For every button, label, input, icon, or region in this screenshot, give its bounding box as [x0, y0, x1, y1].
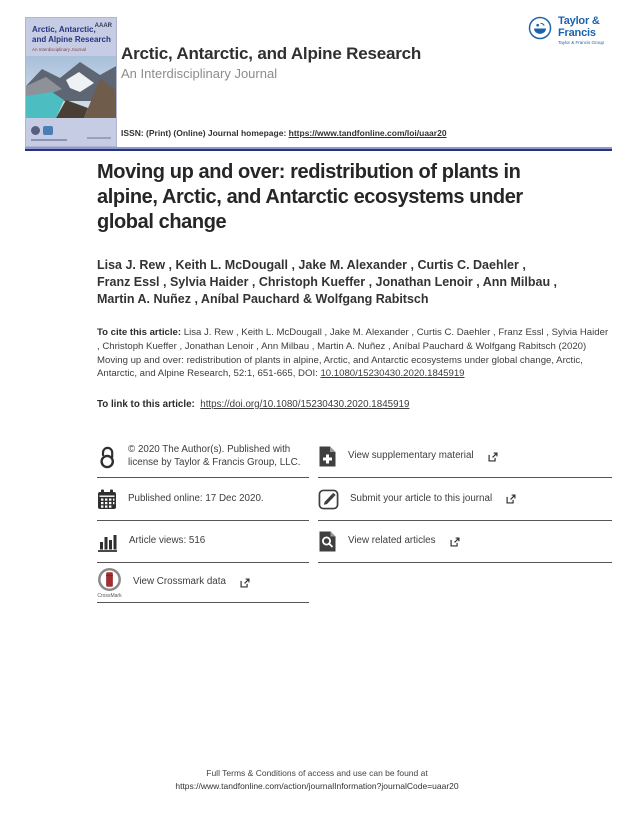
cite-doi-link[interactable]: 10.1080/15230430.2020.1845919	[320, 368, 465, 380]
doi-link[interactable]: https://doi.org/10.1080/15230430.2020.1845919	[200, 399, 410, 410]
author-list: Lisa J. Rew , Keith L. McDougall , Jake M. Alexander , Curtis C. Daehler , Franz Essl , Sylvia Haider , Christoph Kueffer , Jonathan Lenoir , Ann Milbau , Martin A. Nuñez , Aníbal Pauchard & Wolfgang Rabitsch	[97, 258, 558, 306]
aaar-badge: AAAR	[94, 23, 112, 29]
cite-label: To cite this article:	[97, 327, 182, 338]
related-cell[interactable]	[318, 521, 612, 563]
cover-subtitle: An Interdisciplinary Journal	[32, 47, 87, 52]
cover-footer-bar	[31, 139, 67, 142]
taylor-francis-logo-icon	[528, 15, 552, 41]
journal-cover-thumbnail	[25, 17, 117, 147]
cite-text: Lisa J. Rew , Keith L. McDougall , Jake M. Alexander , Curtis C. Daehler , Franz Essl , Sylvia Haider , Christoph Kueffer , Jonathan Lenoir , Ann Milbau , Martin A. Nuñez , Aníbal Pauchard & Wolfgang Rabitsch (2020) Moving up and over: redistribution of plants in alpine, Arctic, and Antarctic ecosystems under global change, Arctic, Antarctic, and Alpine Research, 52:1, 651-665, DOI:	[97, 327, 609, 380]
citation-paragraph	[97, 326, 609, 381]
journal-homepage-link[interactable]: https://www.tandfonline.com/loi/uaar20	[288, 128, 447, 138]
society-logo-icon	[43, 126, 53, 135]
document-plus-icon	[318, 445, 337, 468]
pencil-icon	[318, 489, 339, 510]
cover-footer	[26, 118, 116, 146]
external-link-icon	[488, 452, 498, 462]
crossmark-caption: CrossMark	[97, 592, 122, 599]
terms-url[interactable]: https://www.tandfonline.com/action/journalInformation?journalCode=uaar20	[175, 780, 459, 791]
article-title: Moving up and over: redistribution of plants in alpine, Arctic, and Antarctic ecosystems under global change	[97, 161, 523, 233]
supplementary-cell[interactable]	[318, 436, 612, 478]
calendar-icon	[97, 489, 117, 510]
search-document-icon	[318, 530, 337, 553]
views-cell	[97, 521, 309, 563]
published-cell	[97, 478, 309, 521]
cover-volume-text	[87, 137, 111, 140]
external-link-icon	[506, 494, 516, 504]
article-link-line	[97, 399, 409, 410]
submit-label: Submit your article to this journal	[350, 492, 493, 504]
publisher-logo-icon	[31, 126, 40, 135]
crossmark-icon	[97, 567, 122, 592]
crossmark-label: View Crossmark data	[133, 576, 226, 588]
brand-name: Taylor & Francis	[558, 15, 600, 39]
views-label: Article views: 516	[129, 535, 206, 547]
external-link-icon	[450, 537, 460, 547]
terms-line: Full Terms & Conditions of access and use can be found at	[206, 768, 428, 778]
brand-tagline: Taylor & Francis Group	[558, 40, 605, 45]
supplementary-label: View supplementary material	[348, 450, 474, 462]
related-label: View related articles	[348, 535, 436, 547]
terms-footer	[0, 767, 634, 792]
journal-subtitle: An Interdisciplinary Journal	[121, 66, 278, 81]
submit-cell[interactable]	[318, 478, 612, 521]
mountain-photo	[26, 56, 117, 118]
header-divider	[25, 147, 612, 151]
bar-chart-icon	[97, 532, 118, 552]
license-text: © 2020 The Author(s). Published with license by Taylor & Francis Group, LLC.	[128, 444, 301, 468]
journal-title: Arctic, Antarctic, and Alpine Research	[121, 44, 422, 63]
issn-label: ISSN: (Print) (Online) Journal homepage:	[121, 128, 289, 138]
external-link-icon	[240, 578, 250, 588]
cover-title: Arctic, Antarctic, and Alpine Research	[32, 25, 111, 44]
license-cell	[97, 436, 309, 478]
published-label: Published online: 17 Dec 2020.	[128, 492, 264, 504]
crossmark-cell[interactable]	[97, 563, 309, 603]
issn-line	[121, 128, 447, 138]
open-access-icon	[97, 444, 117, 470]
link-label: To link to this article:	[97, 399, 195, 410]
taylor-francis-logo	[528, 15, 634, 45]
